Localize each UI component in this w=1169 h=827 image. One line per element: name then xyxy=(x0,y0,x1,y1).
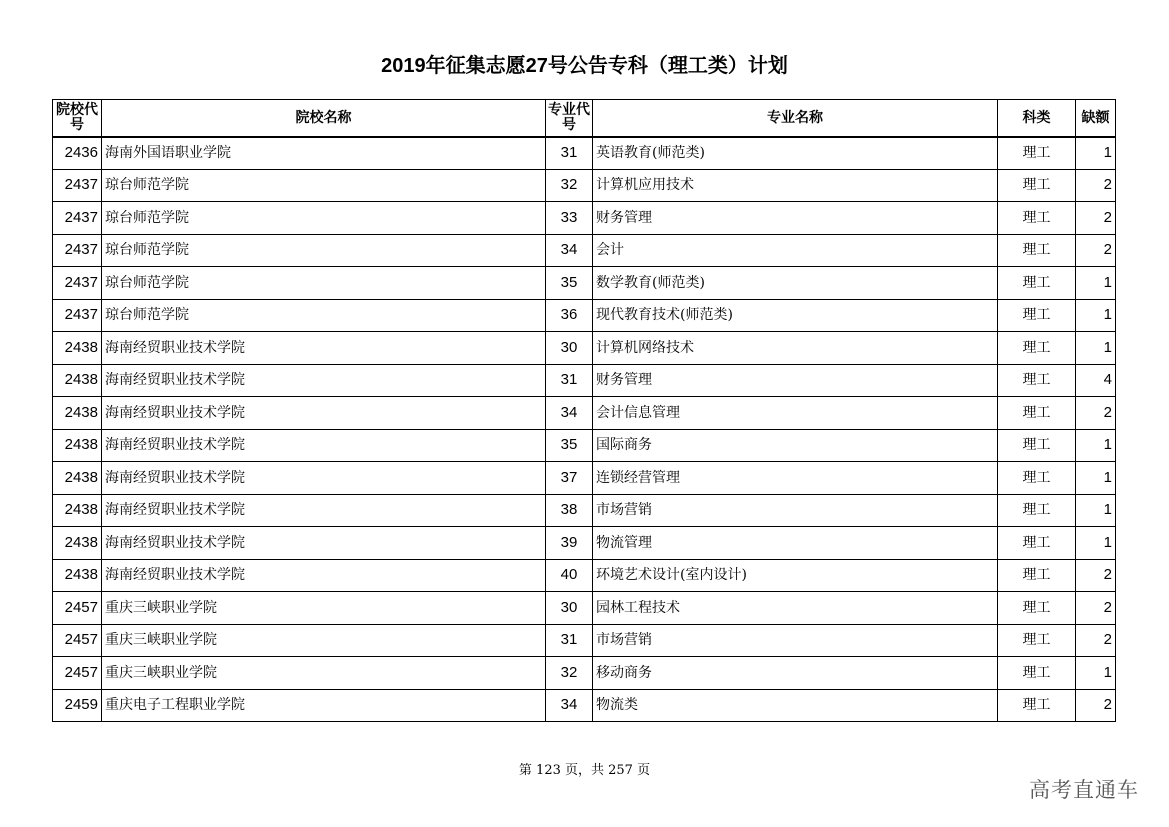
cell-vacancies: 1 xyxy=(1076,429,1116,462)
table-row xyxy=(53,624,1116,657)
cell-major-code: 34 xyxy=(546,397,593,430)
table-row xyxy=(53,397,1116,430)
cell-major-code: 32 xyxy=(546,657,593,690)
cell-school-name: 琼台师范学院 xyxy=(102,234,546,267)
cell-major-code: 32 xyxy=(546,169,593,202)
table-header-row xyxy=(53,100,1116,137)
cell-vacancies: 2 xyxy=(1076,592,1116,625)
cell-major-name: 市场营销 xyxy=(593,624,998,657)
table-row xyxy=(53,332,1116,365)
cell-school-code: 2438 xyxy=(53,494,102,527)
cell-vacancies: 1 xyxy=(1076,494,1116,527)
cell-school-code: 2438 xyxy=(53,429,102,462)
cell-school-name: 海南外国语职业学院 xyxy=(102,137,546,170)
cell-major-code: 33 xyxy=(546,202,593,235)
cell-school-name: 海南经贸职业技术学院 xyxy=(102,429,546,462)
cell-major-name: 会计 xyxy=(593,234,998,267)
cell-vacancies: 1 xyxy=(1076,527,1116,560)
cell-category: 理工 xyxy=(998,299,1076,332)
cell-category: 理工 xyxy=(998,429,1076,462)
page-title: 2019年征集志愿27号公告专科（理工类）计划 xyxy=(381,55,788,77)
cell-vacancies: 1 xyxy=(1076,657,1116,690)
cell-vacancies: 1 xyxy=(1076,137,1116,170)
cell-school-code: 2437 xyxy=(53,234,102,267)
cell-school-name: 重庆电子工程职业学院 xyxy=(102,689,546,722)
cell-major-name: 连锁经营管理 xyxy=(593,462,998,495)
cell-school-code: 2457 xyxy=(53,592,102,625)
cell-category: 理工 xyxy=(998,624,1076,657)
cell-category: 理工 xyxy=(998,527,1076,560)
table-row xyxy=(53,169,1116,202)
table-row xyxy=(53,267,1116,300)
cell-school-code: 2438 xyxy=(53,462,102,495)
table-row xyxy=(53,592,1116,625)
cell-vacancies: 2 xyxy=(1076,169,1116,202)
cell-major-name: 英语教育(师范类) xyxy=(593,137,998,170)
cell-school-name: 海南经贸职业技术学院 xyxy=(102,527,546,560)
header-school-code: 院校代号 xyxy=(53,100,102,137)
cell-category: 理工 xyxy=(998,234,1076,267)
cell-vacancies: 2 xyxy=(1076,202,1116,235)
plan-table xyxy=(52,99,1116,722)
cell-major-name: 数学教育(师范类) xyxy=(593,267,998,300)
cell-school-code: 2457 xyxy=(53,657,102,690)
table-row xyxy=(53,559,1116,592)
cell-category: 理工 xyxy=(998,689,1076,722)
table-body xyxy=(53,137,1116,722)
cell-vacancies: 2 xyxy=(1076,559,1116,592)
cell-major-name: 环境艺术设计(室内设计) xyxy=(593,559,998,592)
cell-vacancies: 2 xyxy=(1076,624,1116,657)
page-footer: 第 123 页，共 257 页 xyxy=(518,763,651,778)
cell-category: 理工 xyxy=(998,559,1076,592)
cell-major-name: 计算机网络技术 xyxy=(593,332,998,365)
cell-major-name: 计算机应用技术 xyxy=(593,169,998,202)
cell-category: 理工 xyxy=(998,137,1076,170)
table-row xyxy=(53,429,1116,462)
table-row xyxy=(53,202,1116,235)
header-major-name: 专业名称 xyxy=(593,100,998,137)
cell-major-code: 39 xyxy=(546,527,593,560)
cell-vacancies: 2 xyxy=(1076,234,1116,267)
cell-major-code: 30 xyxy=(546,332,593,365)
cell-school-code: 2438 xyxy=(53,332,102,365)
cell-school-code: 2438 xyxy=(53,364,102,397)
cell-category: 理工 xyxy=(998,202,1076,235)
cell-major-code: 35 xyxy=(546,267,593,300)
cell-major-name: 财务管理 xyxy=(593,364,998,397)
cell-school-name: 海南经贸职业技术学院 xyxy=(102,364,546,397)
cell-vacancies: 1 xyxy=(1076,299,1116,332)
cell-school-name: 海南经贸职业技术学院 xyxy=(102,494,546,527)
cell-major-code: 31 xyxy=(546,364,593,397)
cell-major-code: 36 xyxy=(546,299,593,332)
cell-school-name: 琼台师范学院 xyxy=(102,267,546,300)
cell-vacancies: 2 xyxy=(1076,397,1116,430)
cell-school-name: 重庆三峡职业学院 xyxy=(102,624,546,657)
cell-major-code: 40 xyxy=(546,559,593,592)
header-major-code: 专业代号 xyxy=(546,100,593,137)
cell-category: 理工 xyxy=(998,169,1076,202)
table-row xyxy=(53,494,1116,527)
header-category: 科类 xyxy=(998,100,1076,137)
cell-school-name: 海南经贸职业技术学院 xyxy=(102,332,546,365)
cell-school-name: 琼台师范学院 xyxy=(102,169,546,202)
cell-school-code: 2457 xyxy=(53,624,102,657)
cell-school-name: 海南经贸职业技术学院 xyxy=(102,397,546,430)
cell-vacancies: 2 xyxy=(1076,689,1116,722)
cell-major-code: 31 xyxy=(546,624,593,657)
table-row xyxy=(53,657,1116,690)
cell-major-code: 35 xyxy=(546,429,593,462)
cell-major-name: 市场营销 xyxy=(593,494,998,527)
table-row xyxy=(53,462,1116,495)
cell-school-name: 琼台师范学院 xyxy=(102,202,546,235)
cell-school-name: 重庆三峡职业学院 xyxy=(102,657,546,690)
header-school-name: 院校名称 xyxy=(102,100,546,137)
cell-major-code: 38 xyxy=(546,494,593,527)
cell-category: 理工 xyxy=(998,397,1076,430)
cell-category: 理工 xyxy=(998,364,1076,397)
cell-school-code: 2436 xyxy=(53,137,102,170)
cell-major-code: 31 xyxy=(546,137,593,170)
cell-major-name: 物流管理 xyxy=(593,527,998,560)
table-row xyxy=(53,689,1116,722)
cell-major-name: 财务管理 xyxy=(593,202,998,235)
cell-major-name: 国际商务 xyxy=(593,429,998,462)
cell-category: 理工 xyxy=(998,332,1076,365)
cell-school-code: 2438 xyxy=(53,397,102,430)
cell-major-code: 34 xyxy=(546,234,593,267)
cell-category: 理工 xyxy=(998,267,1076,300)
cell-school-name: 琼台师范学院 xyxy=(102,299,546,332)
cell-school-name: 海南经贸职业技术学院 xyxy=(102,559,546,592)
watermark: 高考直通车 xyxy=(1029,778,1139,802)
cell-vacancies: 1 xyxy=(1076,462,1116,495)
table-row xyxy=(53,234,1116,267)
cell-major-name: 物流类 xyxy=(593,689,998,722)
cell-school-name: 海南经贸职业技术学院 xyxy=(102,462,546,495)
cell-school-code: 2437 xyxy=(53,299,102,332)
cell-vacancies: 1 xyxy=(1076,267,1116,300)
table-row xyxy=(53,137,1116,170)
table-row xyxy=(53,527,1116,560)
cell-major-name: 会计信息管理 xyxy=(593,397,998,430)
cell-school-name: 重庆三峡职业学院 xyxy=(102,592,546,625)
table-row xyxy=(53,364,1116,397)
cell-category: 理工 xyxy=(998,592,1076,625)
cell-major-code: 37 xyxy=(546,462,593,495)
cell-school-code: 2437 xyxy=(53,169,102,202)
cell-vacancies: 4 xyxy=(1076,364,1116,397)
cell-school-code: 2438 xyxy=(53,559,102,592)
table-row xyxy=(53,299,1116,332)
cell-category: 理工 xyxy=(998,657,1076,690)
cell-major-code: 30 xyxy=(546,592,593,625)
cell-vacancies: 1 xyxy=(1076,332,1116,365)
cell-school-code: 2438 xyxy=(53,527,102,560)
cell-category: 理工 xyxy=(998,462,1076,495)
cell-school-code: 2437 xyxy=(53,202,102,235)
cell-category: 理工 xyxy=(998,494,1076,527)
cell-major-name: 现代教育技术(师范类) xyxy=(593,299,998,332)
cell-major-code: 34 xyxy=(546,689,593,722)
cell-school-code: 2437 xyxy=(53,267,102,300)
cell-major-name: 移动商务 xyxy=(593,657,998,690)
cell-school-code: 2459 xyxy=(53,689,102,722)
cell-major-name: 园林工程技术 xyxy=(593,592,998,625)
header-vacancies: 缺额 xyxy=(1076,100,1116,137)
